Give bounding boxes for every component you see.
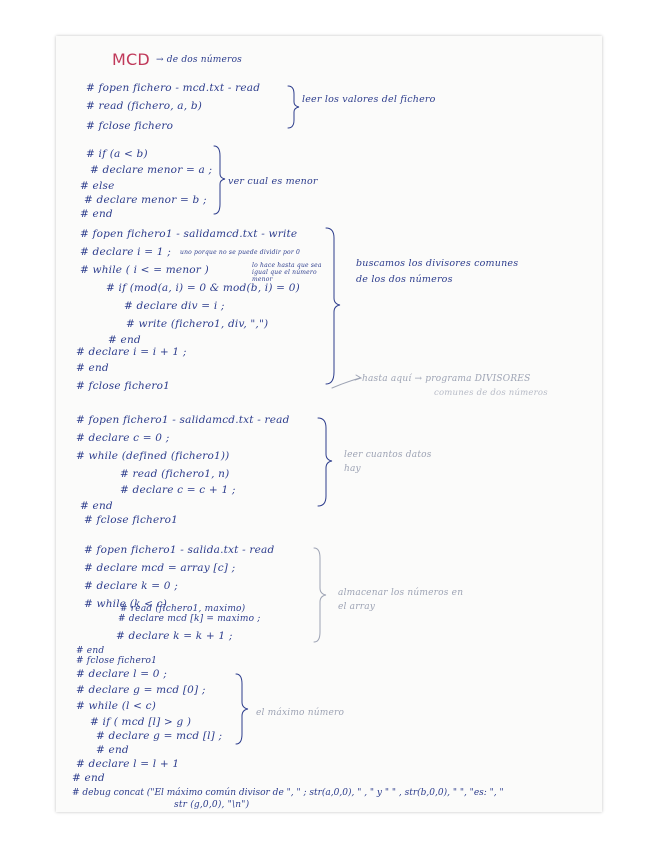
code-line: # declare i = i + 1 ; xyxy=(76,346,187,358)
code-line: # end xyxy=(76,362,109,374)
brace-mark xyxy=(318,418,332,506)
code-line: # declare menor = b ; xyxy=(84,194,207,206)
brace-mark xyxy=(236,674,248,744)
code-line: # read (fichero1, maximo) xyxy=(120,604,246,614)
code-line: # end xyxy=(80,208,113,220)
page-subtitle: → de dos números xyxy=(156,55,243,65)
code-line: # if (mod(a, i) = 0 & mod(b, i) = 0) xyxy=(106,282,300,294)
code-line: # declare c = 0 ; xyxy=(76,432,170,444)
side-comment: lo hace hasta que sea igual que el número menor xyxy=(252,262,322,283)
annotation-note: buscamos los divisores comunes xyxy=(356,258,519,269)
annotation-note: almacenar los números en xyxy=(338,588,464,598)
code-line: # write (fichero1, div, ",") xyxy=(126,318,269,330)
code-line: # fopen fichero1 - salida.txt - read xyxy=(84,544,275,556)
code-line: # while ( i < = menor ) xyxy=(80,264,209,276)
code-line: # declare k = k + 1 ; xyxy=(116,630,233,642)
code-line: # fclose fichero1 xyxy=(76,380,171,392)
code-line: # end xyxy=(80,500,113,512)
code-line: # declare mcd [k] = maximo ; xyxy=(118,614,261,624)
code-line: # declare k = 0 ; xyxy=(84,580,178,592)
code-line: # declare div = i ; xyxy=(124,300,225,312)
code-line: # end xyxy=(108,334,141,346)
code-line: # declare menor = a ; xyxy=(90,164,213,176)
code-line: # fclose fichero1 xyxy=(76,656,158,666)
bracket-marks xyxy=(56,36,602,812)
code-line: # if ( mcd [l] > g ) xyxy=(90,716,192,728)
annotation-note: el máximo número xyxy=(256,708,345,718)
code-line: # end xyxy=(76,646,105,656)
code-line: str (g,0,0), "\n") xyxy=(174,800,250,810)
code-line: # fopen fichero - mcd.txt - read xyxy=(86,82,261,94)
code-line: # fopen fichero1 - salidamcd.txt - write xyxy=(80,228,298,240)
code-line: # while (k < c) xyxy=(84,598,168,610)
brace-mark xyxy=(214,146,225,214)
brace-mark xyxy=(314,548,326,642)
code-line: # fopen fichero1 - salidamcd.txt - read xyxy=(76,414,290,426)
code-line: # read (fichero, a, b) xyxy=(86,100,203,112)
code-line: # while (defined (fichero1)) xyxy=(76,450,230,462)
code-line: # end xyxy=(96,744,129,756)
code-line: # debug concat ("El máximo común divisor de ", " ; str(a,0,0), " , " y " " , str(b,0,0), " ", "es: ", " xyxy=(72,788,504,798)
page-title: MCD xyxy=(112,50,150,69)
annotation-note: hay xyxy=(344,464,361,474)
code-line: # if (a < b) xyxy=(86,148,148,160)
code-line: # read (fichero1, n) xyxy=(120,468,230,480)
annotation-note: de los dos números xyxy=(356,274,453,285)
annotation-note: leer cuantos datos xyxy=(344,450,432,460)
code-line: # fclose fichero1 xyxy=(84,514,179,526)
code-line: # else xyxy=(80,180,115,192)
code-line: # fclose fichero xyxy=(86,120,174,132)
code-line: # declare l = l + 1 xyxy=(76,758,180,770)
faint-note: hasta aquí → programa DIVISORES xyxy=(362,374,531,384)
annotation-note: el array xyxy=(338,602,376,612)
faint-note: comunes de dos números xyxy=(434,388,548,398)
side-comment: uno porque no se puede dividir por 0 xyxy=(180,249,301,256)
code-line: # declare mcd = array [c] ; xyxy=(84,562,236,574)
brace-mark xyxy=(288,86,299,128)
brace-mark xyxy=(326,228,340,384)
annotation-note: ver cual es menor xyxy=(228,176,318,187)
code-line: # while (l < c) xyxy=(76,700,157,712)
arrow-mark xyxy=(355,375,361,380)
code-line: # declare g = mcd [0] ; xyxy=(76,684,206,696)
code-line: # end xyxy=(72,772,105,784)
notebook-page xyxy=(56,36,602,812)
code-line: # declare i = 1 ; xyxy=(80,246,171,258)
annotation-note: leer los valores del fichero xyxy=(302,94,436,105)
code-line: # declare l = 0 ; xyxy=(76,668,167,680)
code-line: # declare c = c + 1 ; xyxy=(120,484,236,496)
code-line: # declare g = mcd [l] ; xyxy=(96,730,223,742)
